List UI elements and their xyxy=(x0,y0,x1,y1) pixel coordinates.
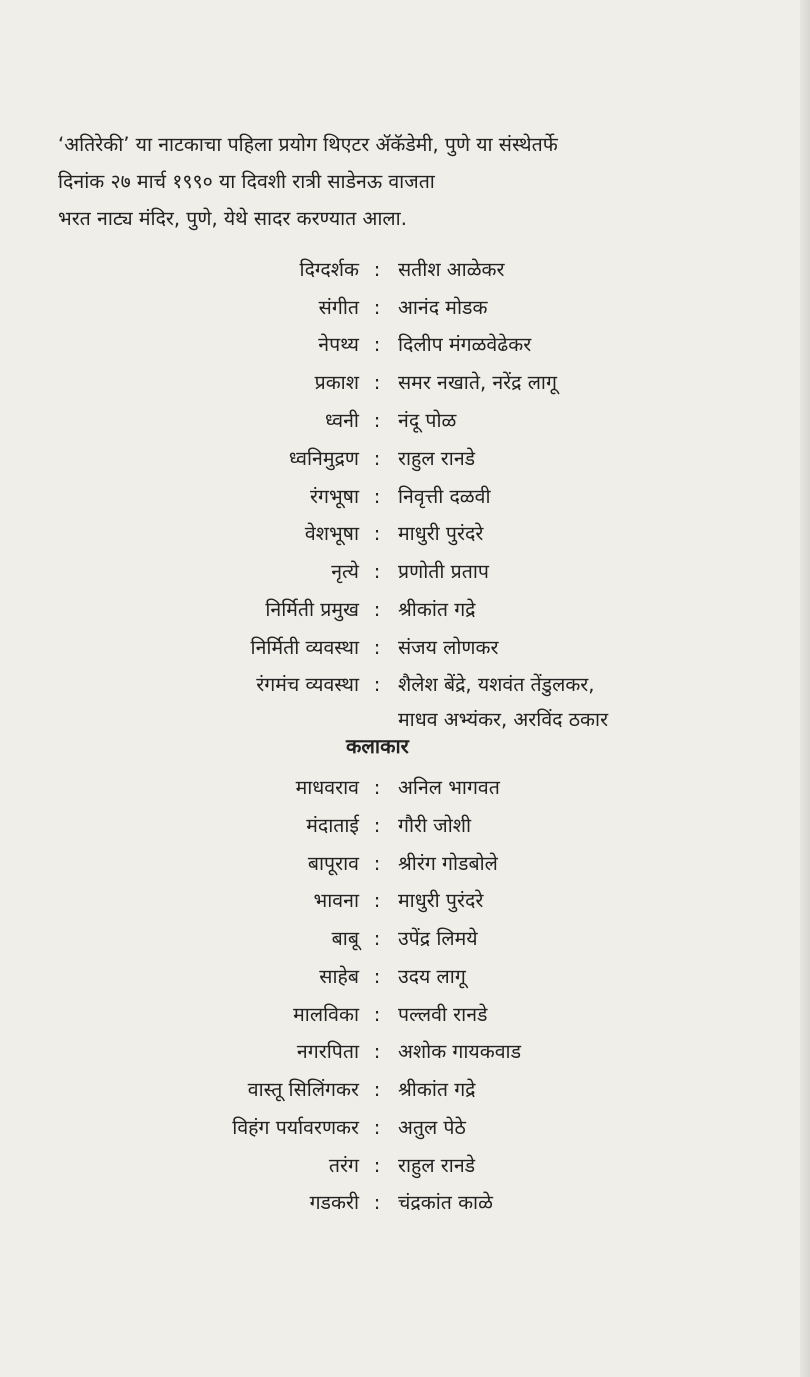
separator-colon: : xyxy=(373,258,381,281)
crew-role: संगीत xyxy=(318,296,359,319)
cast-row xyxy=(0,770,810,806)
crew-name-continuation: माधव अभ्यंकर, अरविंद ठकार xyxy=(398,708,609,731)
crew-name: शैलेश बेंद्रे, यशवंत तेंडुलकर, xyxy=(398,673,595,696)
crew-name: नंदू पोळ xyxy=(398,409,457,432)
cast-row xyxy=(0,959,810,995)
crew-name: दिलीप मंगळवेढेकर xyxy=(398,333,532,356)
crew-name: श्रीकांत गद्रे xyxy=(398,598,476,621)
separator-colon: : xyxy=(373,852,381,875)
crew-role: दिग्दर्शक xyxy=(299,258,359,281)
cast-name: राहुल रानडे xyxy=(398,1154,476,1177)
crew-role: ध्वनिमुद्रण xyxy=(288,447,359,470)
intro-paragraph xyxy=(58,126,758,237)
cast-role: माधवराव xyxy=(295,776,359,799)
crew-role: निर्मिती व्यवस्था xyxy=(250,636,359,659)
cast-name: श्रीरंग गोडबोले xyxy=(398,852,498,875)
separator-colon: : xyxy=(373,522,381,545)
cast-name: उदय लागू xyxy=(398,965,466,988)
crew-role: वेशभूषा xyxy=(304,522,359,545)
crew-row-production-head xyxy=(0,592,810,628)
cast-name: चंद्रकांत काळे xyxy=(398,1191,493,1214)
cast-row xyxy=(0,808,810,844)
separator-colon: : xyxy=(373,927,381,950)
crew-name: संजय लोणकर xyxy=(398,636,499,659)
crew-name: प्रणोती प्रताप xyxy=(398,560,489,583)
crew-role: रंगमंच व्यवस्था xyxy=(256,673,359,696)
cast-name: अनिल भागवत xyxy=(398,776,500,799)
crew-name: माधुरी पुरंदरे xyxy=(398,522,484,545)
crew-name: निवृत्ती दळवी xyxy=(398,485,491,508)
separator-colon: : xyxy=(373,371,381,394)
cast-role: बापूराव xyxy=(307,852,359,875)
cast-role: साहेब xyxy=(319,965,359,988)
cast-row xyxy=(0,997,810,1033)
cast-name: अशोक गायकवाड xyxy=(398,1040,522,1063)
cast-role: गडकरी xyxy=(309,1191,359,1214)
crew-name: राहुल रानडे xyxy=(398,447,476,470)
crew-row-lighting xyxy=(0,365,810,401)
separator-colon: : xyxy=(373,333,381,356)
cast-heading: कलाकार xyxy=(346,734,409,758)
cast-role: वास्तू सिलिंगकर xyxy=(247,1078,359,1101)
cast-row xyxy=(0,921,810,957)
cast-role: बाबू xyxy=(331,927,359,950)
cast-name: अतुल पेठे xyxy=(398,1116,466,1139)
cast-name: श्रीकांत गद्रे xyxy=(398,1078,476,1101)
separator-colon: : xyxy=(373,814,381,837)
cast-name: पल्लवी रानडे xyxy=(398,1003,488,1026)
crew-role: निर्मिती प्रमुख xyxy=(265,598,359,621)
separator-colon: : xyxy=(373,485,381,508)
separator-colon: : xyxy=(373,1078,381,1101)
intro-line-1: ‘अतिरेकी’ या नाटकाचा पहिला प्रयोग थिएटर ॲकॅडेमी, पुणे या संस्थेतर्फे xyxy=(58,133,558,156)
intro-line-2: दिनांक २७ मार्च १९९० या दिवशी रात्री साडेनऊ वाजता xyxy=(58,170,435,193)
crew-row-set xyxy=(0,327,810,363)
cast-role: मालविका xyxy=(293,1003,359,1026)
crew-role: नृत्ये xyxy=(331,560,359,583)
cast-role: तरंग xyxy=(328,1154,359,1177)
crew-row-sound xyxy=(0,403,810,439)
cast-row xyxy=(0,1034,810,1070)
cast-row xyxy=(0,846,810,882)
crew-name: समर नखाते, नरेंद्र लागू xyxy=(398,371,557,394)
crew-row-stage-management xyxy=(0,667,810,703)
cast-row xyxy=(0,883,810,919)
separator-colon: : xyxy=(373,296,381,319)
cast-role: मंदाताई xyxy=(306,814,359,837)
crew-role: रंगभूषा xyxy=(310,485,359,508)
separator-colon: : xyxy=(373,1191,381,1214)
separator-colon: : xyxy=(373,560,381,583)
cast-row xyxy=(0,1072,810,1108)
crew-name: सतीश आळेकर xyxy=(398,258,505,281)
cast-row xyxy=(0,1148,810,1184)
crew-row-music xyxy=(0,290,810,326)
separator-colon: : xyxy=(373,598,381,621)
cast-name: गौरी जोशी xyxy=(398,814,472,837)
crew-name: आनंद मोडक xyxy=(398,296,488,319)
separator-colon: : xyxy=(373,447,381,470)
separator-colon: : xyxy=(373,1154,381,1177)
cast-name: माधुरी पुरंदरे xyxy=(398,889,484,912)
crew-row-makeup xyxy=(0,479,810,515)
separator-colon: : xyxy=(373,889,381,912)
crew-role: नेपथ्य xyxy=(318,333,359,356)
crew-row-production-management xyxy=(0,630,810,666)
separator-colon: : xyxy=(373,965,381,988)
crew-row-recording xyxy=(0,441,810,477)
separator-colon: : xyxy=(373,776,381,799)
cast-row xyxy=(0,1185,810,1221)
cast-name: उपेंद्र लिमये xyxy=(398,927,478,950)
cast-role: नगरपिता xyxy=(296,1040,359,1063)
separator-colon: : xyxy=(373,409,381,432)
cast-row xyxy=(0,1110,810,1146)
separator-colon: : xyxy=(373,1003,381,1026)
intro-line-3: भरत नाट्य मंदिर, पुणे, येथे सादर करण्यात आला. xyxy=(58,207,407,230)
crew-row-costume xyxy=(0,516,810,552)
crew-role: ध्वनी xyxy=(324,409,359,432)
crew-row-dance xyxy=(0,554,810,590)
crew-row-director xyxy=(0,252,810,288)
separator-colon: : xyxy=(373,1040,381,1063)
crew-role: प्रकाश xyxy=(314,371,359,394)
cast-role: भावना xyxy=(313,889,359,912)
separator-colon: : xyxy=(373,673,381,696)
cast-role: विहंग पर्यावरणकर xyxy=(232,1116,359,1139)
separator-colon: : xyxy=(373,1116,381,1139)
separator-colon: : xyxy=(373,636,381,659)
